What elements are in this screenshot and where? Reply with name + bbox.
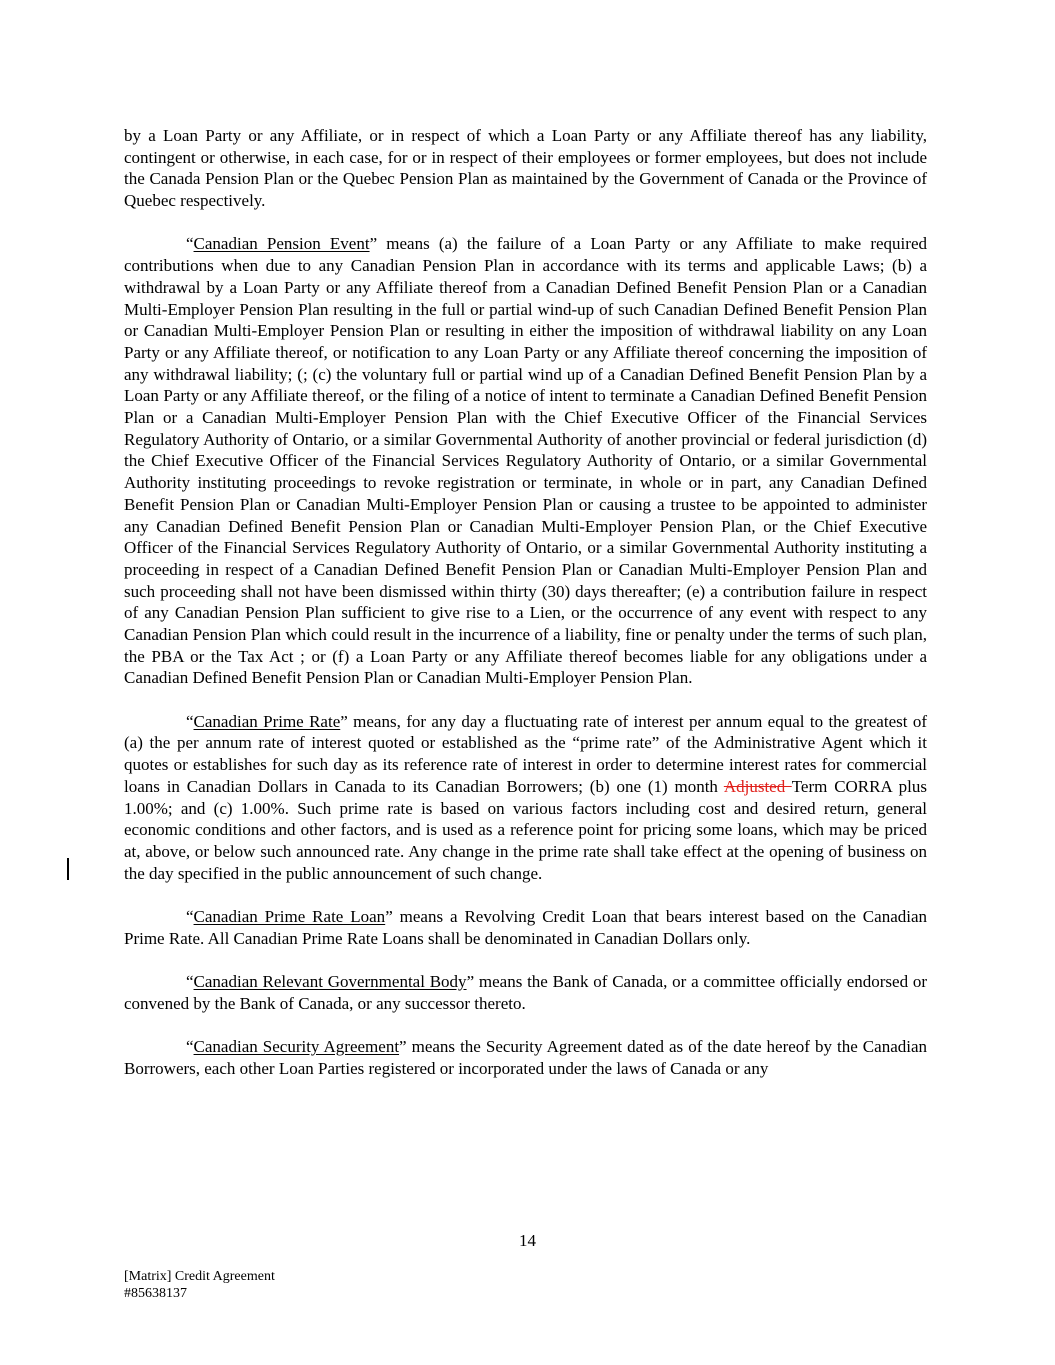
definition-body: ” means, for any day a fluctuating rate of interest per annum equal to the greatest of (a) the per annum rate of interest quoted or established as the “prime rate” of the Administrative Agent which it quotes or establishes for such day as its reference rate of interest in order to determine interest rates for commercial loans in Canadian Dollars in Canada to its Canadian Borrowers; (b) one (1) month bbox=[124, 711, 927, 796]
open-quote: “ bbox=[186, 906, 194, 926]
definition-canadian-prime-rate bbox=[124, 711, 927, 885]
definition-body-continued: Term CORRA plus 1.00%; and (c) 1.00%. Such prime rate is based on various factors including cost and desired return, general economic conditions and other factors, and is used as a reference point for pricing some loans, which may be priced at, above, or below such announced rate. Any change in the prime rate shall take effect at the opening of business on the day specified in the public announcement of such change. bbox=[124, 776, 927, 883]
open-quote: “ bbox=[186, 1036, 194, 1056]
definition-body: ” means the Security Agreement dated as of the date hereof by the Canadian Borrowers, each other Loan Parties registered or incorporated under the laws of Canada or any bbox=[124, 1036, 928, 1078]
footer-document-title: [Matrix] Credit Agreement bbox=[124, 1269, 275, 1284]
definition-canadian-relevant-governmental-body bbox=[124, 971, 927, 1014]
paragraph-intro: by a Loan Party or any Affiliate, or in respect of which a Loan Party or any Affiliate thereof has any liability, contingent or otherwise, in each case, for or in respect of their employees or former employees, but does not include the Canada Pension Plan or the Quebec Pension Plan as maintained by the Government of Canada or the Province of Quebec respectively. bbox=[124, 126, 927, 211]
definition-canadian-prime-rate-loan bbox=[124, 906, 927, 949]
defined-term: Canadian Relevant Governmental Body bbox=[193, 971, 467, 991]
definition-body: ” means (a) the failure of a Loan Party or any Affiliate to make required contributions when due to any Canadian Pension Plan in accordance with its terms and applicable Laws; (b) a withdrawal by a Loan Party or any Affiliate thereof from a Canadian Defined Benefit Pension Plan or a Canadian Multi-Employer Pension Plan resulting in the full or partial wind-up of such Canadian Defined Benefit Pension Plan or Canadian Multi-Employer Pension Plan or resulting in either the imposition of withdrawal liability on any Loan Party or any Affiliate thereof, or notification to any Loan Party or any Affiliate thereof concerning the imposition of any withdrawal liability; (; (c) the voluntary full or partial wind up of a Canadian Defined Benefit Pension Plan by a Loan Party or any Affiliate thereof, or the filing of a notice of intent to terminate a Canadian Defined Benefit Pension Plan or a Canadian Multi-Employer Pension Plan with the Chief Executive Officer of the Financial Services Regulatory Authority of Ontario, or a similar Governmental Authority of another provincial or federal jurisdiction (d) the Chief Executive Officer of the Financial Services Regulatory Authority of Ontario, or a similar Governmental Authority instituting proceedings to revoke registration or terminate, in whole or in part, any Canadian Defined Benefit Pension Plan or Canadian Multi-Employer Pension Plan or causing a trustee to be appointed to administer any Canadian Defined Benefit Pension Plan or Canadian Multi-Employer Pension Plan, or the Chief Executive Officer of the Financial Services Regulatory Authority of Ontario, or a similar Governmental Authority instituting a proceeding in respect of a Canadian Defined Benefit Pension Plan or Canadian Multi-Employer Pension Plan and such proceeding shall not have been dismissed within thirty (30) days thereafter; (e) a contribution failure in respect of any Canadian Pension Plan sufficient to give rise to a Lien, or the occurrence of any event with respect to any Canadian Pension Plan which could result in the incurrence of a liability, fine or penalty under the terms of such plan, the PBA or the Tax Act ; or (f) a Loan Party or any Affiliate thereof becomes liable for any obligations under a Canadian Defined Benefit Pension Plan or Canadian Multi-Employer Pension Plan. bbox=[124, 234, 927, 688]
page-number: 14 bbox=[519, 1231, 536, 1250]
defined-term: Canadian Pension Event bbox=[193, 234, 370, 254]
revision-change-bar bbox=[67, 858, 69, 880]
footer-document-id: #85638137 bbox=[124, 1286, 187, 1301]
open-quote: “ bbox=[186, 971, 194, 991]
defined-term: Canadian Prime Rate bbox=[193, 711, 341, 731]
definition-body: ” means a Revolving Credit Loan that bears interest based on the Canadian Prime Rate. All Canadian Prime Rate Loans shall be denominated in Canadian Dollars only. bbox=[124, 906, 928, 948]
open-quote: “ bbox=[186, 711, 194, 731]
defined-term: Canadian Prime Rate Loan bbox=[193, 906, 386, 926]
document-page bbox=[124, 125, 927, 1101]
definition-canadian-pension-event bbox=[124, 233, 927, 689]
definition-canadian-security-agreement bbox=[124, 1036, 927, 1079]
deleted-text: Adjusted bbox=[723, 776, 792, 796]
defined-term: Canadian Security Agreement bbox=[193, 1036, 400, 1056]
open-quote: “ bbox=[186, 234, 194, 254]
definition-body: ” means the Bank of Canada, or a committee officially endorsed or convened by the Bank of Canada, or any successor thereto. bbox=[124, 971, 928, 1013]
footer bbox=[124, 1268, 275, 1302]
